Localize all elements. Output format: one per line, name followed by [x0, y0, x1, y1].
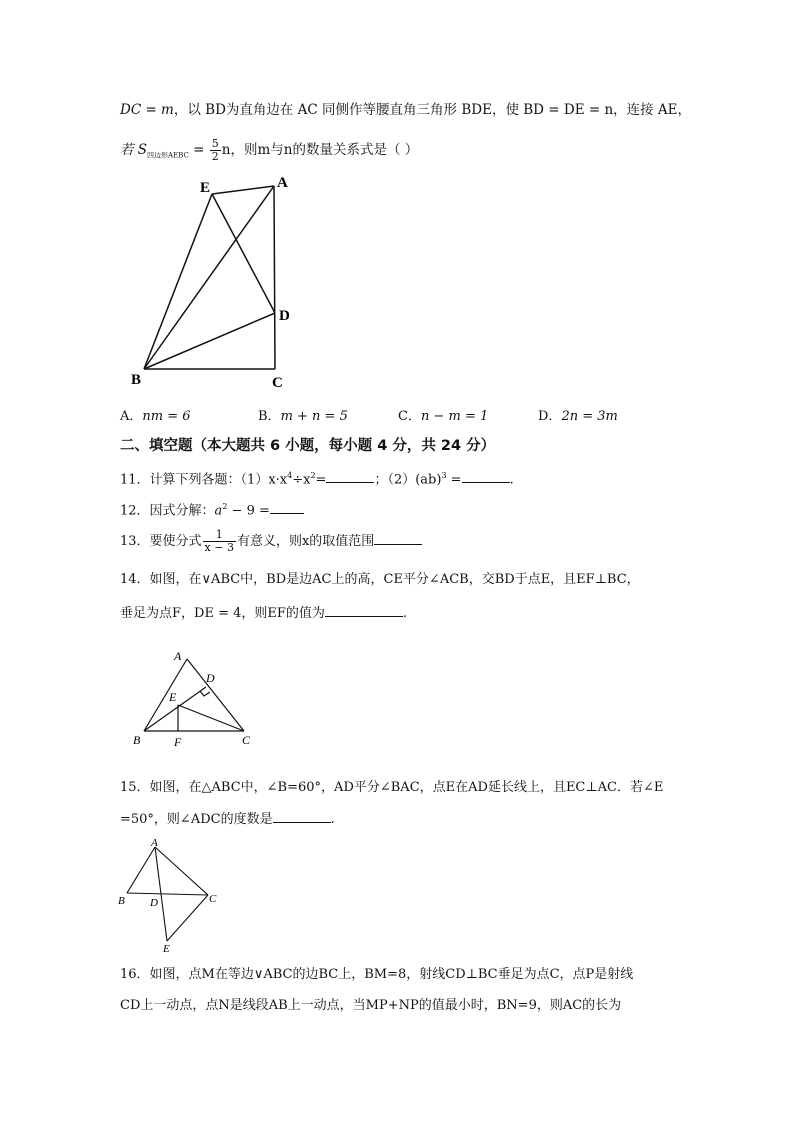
q10-frac-num: 5 — [211, 137, 219, 150]
q12-blank[interactable] — [270, 501, 304, 514]
label-D: D — [279, 308, 290, 324]
q12-var: a — [214, 503, 223, 519]
q14-figure — [130, 645, 260, 750]
q11-part3: = — [315, 472, 327, 488]
q10-figure — [120, 170, 320, 395]
q13-prefix: 13．要使分式 — [120, 534, 202, 549]
segment-CE — [167, 895, 208, 941]
q10-equals: = — [188, 142, 209, 158]
q14-period: . — [402, 606, 408, 621]
segment-BE — [144, 194, 212, 369]
label-C: C — [242, 733, 251, 747]
q16-line2: CD上一动点，点N是线段AB上一动点，当MP+NP的值最小时，BN=9，则AC的长为 — [120, 998, 622, 1013]
segment-BC — [127, 893, 208, 895]
option-b-text: m + n = 5 — [280, 409, 348, 424]
label-E: E — [163, 943, 170, 955]
q10-option-a[interactable] — [120, 405, 191, 424]
q15-text: =50°，则∠ADC的度数是 — [120, 812, 273, 827]
q13-blank[interactable] — [374, 532, 422, 545]
q11-part5: = — [446, 472, 462, 488]
segment-AC — [155, 847, 208, 895]
option-a-text: nm = 6 — [142, 409, 191, 424]
q11-exp3: 3 — [441, 471, 447, 480]
q15-figure — [112, 833, 232, 958]
label-D: D — [206, 671, 215, 685]
label-F: F — [174, 735, 182, 749]
segment-ED — [212, 194, 275, 313]
q15-period: . — [330, 812, 335, 827]
label-A: A — [151, 837, 158, 849]
label-B: B — [133, 733, 141, 747]
right-angle-mark — [200, 691, 210, 696]
option-a-label: A． — [120, 409, 143, 424]
q15-line2 — [120, 810, 335, 829]
q10-line1 — [120, 101, 691, 119]
label-E: E — [169, 690, 177, 704]
q10-option-d[interactable] — [538, 405, 618, 424]
q11-blank-1[interactable] — [326, 470, 374, 483]
q14-text: 垂足为点F，DE = 4，则EF的值为 — [120, 606, 325, 621]
label-C: C — [209, 893, 217, 905]
q13 — [120, 528, 422, 556]
option-d-label: D． — [538, 409, 562, 424]
q13-frac-den: x − 3 — [204, 541, 234, 554]
q11-exp1: 4 — [287, 471, 293, 480]
section-heading: 二、填空题（本大题共 6 小题，每小题 4 分，共 24 分） — [120, 438, 496, 454]
q10-option-c[interactable] — [398, 405, 488, 424]
q11-blank-2[interactable] — [462, 470, 510, 483]
label-A: A — [174, 649, 182, 663]
segment-AB — [127, 847, 155, 893]
q11-period: . — [509, 472, 514, 488]
q11-part1: 11．计算下列各题：（1）x·x — [120, 472, 288, 488]
option-c-label: C． — [398, 409, 421, 424]
option-c-text: n − m = 1 — [420, 409, 489, 424]
segment-CA — [274, 186, 275, 369]
label-D: D — [150, 897, 158, 909]
q15-line1: 15．如图，在△ABC中，∠B=60°，AD平分∠BAC，点E在AD延长线上，且EC⊥AC．若∠E — [120, 780, 664, 795]
q12 — [120, 498, 304, 520]
segment-BA — [144, 659, 187, 731]
q14-line1: 14．如图，在∨ABC中，BD是边AC上的高，CE平分∠ACB，交BD于点E，且EF⊥BC， — [120, 572, 640, 587]
q10-line1-expr: DC = m — [120, 102, 174, 118]
segment-EA — [212, 186, 274, 194]
option-d-text: 2n = 3m — [561, 409, 618, 424]
q12-expr: − 9 = — [227, 503, 270, 519]
label-E: E — [200, 180, 211, 196]
label-C: C — [272, 375, 283, 391]
label-A: A — [277, 175, 288, 191]
label-B: B — [131, 372, 142, 388]
q10-line2-rest: n，则m与n的数量关系式是（ ） — [221, 142, 419, 158]
q10-fraction — [210, 138, 221, 163]
q13-fraction — [203, 529, 236, 554]
q10-area-symbol: 若 S — [120, 142, 148, 158]
q11-part4: ；（2）(ab) — [374, 472, 442, 488]
q16-line1: 16．如图，点M在等边∨ABC的边BC上，BM=8，射线CD⊥BC垂足为点C，点P是射线 — [120, 967, 634, 982]
q12-prefix: 12．因式分解： — [120, 503, 215, 519]
q13-frac-num: 1 — [203, 529, 236, 542]
q10-line2 — [120, 138, 418, 165]
option-b-label: B． — [258, 409, 281, 424]
q11 — [120, 467, 514, 489]
q11-exp2: 2 — [310, 471, 316, 480]
label-B: B — [118, 895, 125, 907]
q10-option-b[interactable] — [258, 405, 348, 424]
q13-text: 有意义，则x的取值范围 — [236, 534, 375, 549]
q10-area-subscript: 四边形AEBC — [147, 151, 189, 160]
q12-exp: 2 — [222, 502, 228, 511]
q11-part2: ÷x — [292, 472, 311, 488]
q14-blank[interactable] — [325, 604, 403, 617]
q14-line2 — [120, 604, 407, 623]
q10-line1-text: ，以 BD为直角边在 AC 同侧作等腰直角三角形 BDE，使 BD = DE = n，连接 AE， — [173, 102, 692, 118]
q15-blank[interactable] — [273, 810, 331, 823]
q10-frac-den: 2 — [211, 150, 219, 163]
